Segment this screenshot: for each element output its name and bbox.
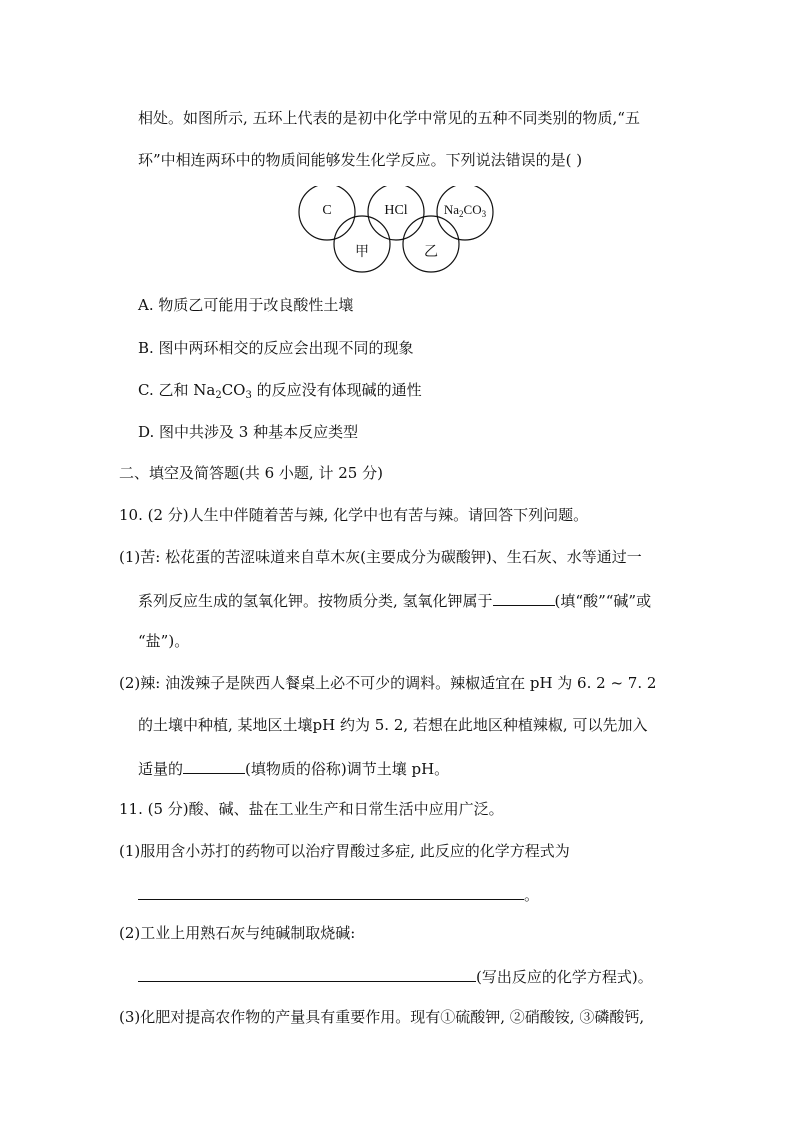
q10-part2-line-1: (2)辣: 油泼辣子是陕西人餐桌上必不可少的调料。辣椒适宜在 pH 为 6. 2 ~ 7. 2 [119,674,657,692]
q9-option-c [138,380,422,400]
q10-part2-line-3-post: (填物质的俗称)调节土壤 pH。 [245,760,450,778]
ring-label-hcl: HCl [384,203,408,218]
q9-option-a: A. 物质乙可能用于改良酸性土壤 [138,296,354,314]
ring-bottom-left [334,216,390,272]
q11-part2-line-1: (2)工业上用熟石灰与纯碱制取烧碱: [119,924,356,942]
ring-bottom-right [403,216,459,272]
q10-part1-line-1: (1)苦: 松花蛋的苦涩味道来自草木灰(主要成分为碳酸钾)、生石灰、水等通过一 [119,548,642,566]
q10-part2-line-3-pre: 适量的 [138,760,184,778]
q10-stem: 10. (2 分)人生中伴随着苦与辣, 化学中也有苦与辣。请回答下列问题。 [119,506,589,524]
ring-label-c: C [322,203,332,218]
q11-blank-2[interactable] [138,965,476,982]
q10-blank-2[interactable] [183,757,245,774]
q10-part1-line-3: “盐”)。 [138,632,190,650]
q9-option-c-post: 的反应没有体现碱的通性 [251,381,422,399]
q9-intro-line-2: 环”中相连两环中的物质间能够发生化学反应。下列说法错误的是( ) [138,151,583,169]
q10-part2-line-3 [138,757,449,779]
q9-option-b: B. 图中两环相交的反应会出现不同的现象 [138,339,414,357]
ring-label-na2co3: $Na_2CO_3$ [443,202,487,219]
q10-blank-1[interactable] [493,589,555,606]
q11-part3-line-1: (3)化肥对提高农作物的产量具有重要作用。现有①硫酸钾, ②硝酸铵, ③磷酸钙, [119,1008,645,1026]
q11-part2-line-2 [138,965,653,987]
q11-part2-line-2-post: (写出反应的化学方程式)。 [476,968,653,986]
q10-part1-line-2-pre: 系列反应生成的氢氧化钾。按物质分类, 氢氧化钾属于 [138,592,493,610]
q9-option-c-mid: CO [221,381,246,399]
q11-part1-line-2-post: 。 [524,886,540,904]
ring-label-jia: 甲 [355,245,369,260]
q9-option-c-pre: C. 乙和 Na [138,381,216,399]
q11-part1-line-2 [138,883,539,905]
q11-blank-1[interactable] [138,883,524,900]
q9-option-c-sub2: 3 [245,390,252,401]
q10-part1-line-2 [138,589,651,611]
q10-part1-line-2-post: (填“酸”“碱”或 [554,592,652,610]
q9-intro-line-1: 相处。如图所示, 五环上代表的是初中化学中常见的五种不同类别的物质,“五 [138,109,640,127]
section-2-heading: 二、填空及简答题(共 6 小题, 计 25 分) [119,464,383,482]
q9-option-c-sub1: 2 [215,390,222,401]
ring-label-yi: 乙 [424,245,438,260]
q10-part2-line-2: 的土壤中种植, 某地区土壤pH 约为 5. 2, 若想在此地区种植辣椒, 可以先加入 [138,716,648,734]
q11-part1-line-1: (1)服用含小苏打的药物可以治疗胃酸过多症, 此反应的化学方程式为 [119,842,570,860]
q9-option-d: D. 图中共涉及 3 种基本反应类型 [138,423,359,441]
q11-stem: 11. (5 分)酸、碱、盐在工业生产和日常生活中应用广泛。 [119,800,504,818]
five-rings-diagram [295,186,500,276]
